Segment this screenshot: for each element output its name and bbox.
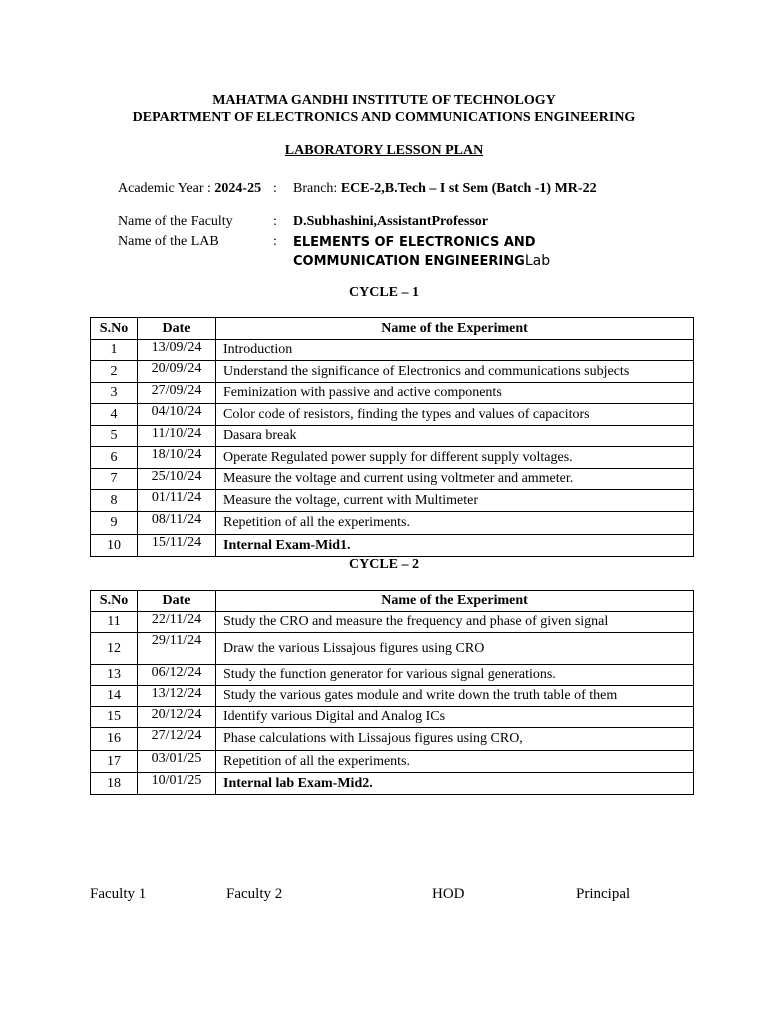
- table-row: [91, 361, 694, 383]
- row-date: 03/01/25: [138, 751, 216, 773]
- faculty-label: Name of the Faculty: [118, 214, 233, 229]
- cycle-1-table: [90, 317, 694, 557]
- row-date: 15/11/24: [138, 535, 216, 557]
- row-experiment: Phase calculations with Lissajous figures using CRO,: [216, 728, 694, 751]
- row-sno: 12: [91, 633, 138, 665]
- lab-colon: :: [273, 234, 277, 249]
- table-row: [91, 773, 694, 795]
- row-experiment: Operate Regulated power supply for different supply voltages.: [216, 447, 694, 469]
- row-sno: 18: [91, 773, 138, 795]
- table-row: [91, 707, 694, 728]
- table-row: [91, 426, 694, 447]
- row-date: 20/12/24: [138, 707, 216, 728]
- branch-value: ECE-2,B.Tech – I st Sem (Batch -1) MR-22: [340, 181, 597, 196]
- row-sno: 8: [91, 490, 138, 512]
- table-row: [91, 469, 694, 490]
- row-experiment: Dasara break: [216, 426, 694, 447]
- row-sno: 5: [91, 426, 138, 447]
- row-date: 13/12/24: [138, 686, 216, 707]
- branch-label: Branch:: [293, 181, 341, 196]
- table-header-row: [91, 591, 694, 612]
- row-sno: 2: [91, 361, 138, 383]
- row-sno: 4: [91, 404, 138, 426]
- row-sno: 9: [91, 512, 138, 535]
- table-row: [91, 535, 694, 557]
- table-row: [91, 512, 694, 535]
- table-header-row: [91, 318, 694, 340]
- signature-principal: Principal: [576, 886, 631, 902]
- column-header-sno: S.No: [91, 318, 138, 340]
- row-sno: 6: [91, 447, 138, 469]
- cycle-1-rows: [91, 340, 694, 557]
- row-date: 10/01/25: [138, 773, 216, 795]
- table-row: [91, 728, 694, 751]
- row-sno: 16: [91, 728, 138, 751]
- row-experiment: Color code of resistors, finding the types and values of capacitors: [216, 404, 694, 426]
- column-header-sno: S.No: [91, 591, 138, 612]
- faculty-value: D.Subhashini,AssistantProfessor: [293, 214, 489, 229]
- row-experiment: Feminization with passive and active components: [216, 383, 694, 404]
- faculty-colon: :: [273, 214, 277, 229]
- cycle-2-rows: [91, 612, 694, 795]
- row-experiment: Repetition of all the experiments.: [216, 512, 694, 535]
- academic-year-value: 2024-25: [214, 181, 262, 196]
- row-sno: 1: [91, 340, 138, 361]
- row-experiment: Study the various gates module and write down the truth table of them: [216, 686, 694, 707]
- branch: [293, 181, 597, 197]
- academic-year: [118, 181, 268, 197]
- row-date: 11/10/24: [138, 426, 216, 447]
- row-experiment: Draw the various Lissajous figures using CRO: [216, 633, 694, 665]
- cycle-1-title: CYCLE – 1: [348, 285, 419, 300]
- row-experiment: Study the function generator for various signal generations.: [216, 665, 694, 686]
- table-row: [91, 665, 694, 686]
- row-experiment: Measure the voltage, current with Multimeter: [216, 490, 694, 512]
- signature-faculty-1: Faculty 1: [90, 886, 147, 902]
- row-experiment: Identify various Digital and Analog ICs: [216, 707, 694, 728]
- department-name: DEPARTMENT OF ELECTRONICS AND COMMUNICATIONS ENGINEERING: [132, 110, 636, 125]
- row-date: 06/12/24: [138, 665, 216, 686]
- row-date: 27/09/24: [138, 383, 216, 404]
- row-experiment: Internal Exam-Mid1.: [216, 535, 694, 557]
- lab-name: [293, 234, 613, 271]
- table-row: [91, 751, 694, 773]
- row-date: 22/11/24: [138, 612, 216, 633]
- academic-year-label: Academic Year :: [118, 181, 215, 196]
- row-experiment: Measure the voltage and current using voltmeter and ammeter.: [216, 469, 694, 490]
- table-row: [91, 383, 694, 404]
- cycle-2-title: CYCLE – 2: [348, 557, 419, 572]
- row-date: 08/11/24: [138, 512, 216, 535]
- table-row: [91, 686, 694, 707]
- row-date: 18/10/24: [138, 447, 216, 469]
- table-row: [91, 612, 694, 633]
- lab-name-suffix: Lab: [524, 253, 551, 269]
- column-header-date: Date: [138, 318, 216, 340]
- table-row: [91, 340, 694, 361]
- row-date: 13/09/24: [138, 340, 216, 361]
- table-row: [91, 447, 694, 469]
- row-sno: 10: [91, 535, 138, 557]
- cycle-2-table: [90, 590, 694, 795]
- signature-hod: HOD: [432, 886, 465, 902]
- lab-name-value: ELEMENTS OF ELECTRONICS AND COMMUNICATION ENGINEERING: [293, 235, 536, 269]
- column-header-date: Date: [138, 591, 216, 612]
- row-date: 25/10/24: [138, 469, 216, 490]
- row-experiment: Internal lab Exam-Mid2.: [216, 773, 694, 795]
- row-date: 29/11/24: [138, 633, 216, 665]
- table-row: [91, 490, 694, 512]
- table-row: [91, 633, 694, 665]
- academic-year-colon: :: [273, 181, 277, 196]
- row-experiment: Understand the significance of Electronics and communications subjects: [216, 361, 694, 383]
- row-date: 27/12/24: [138, 728, 216, 751]
- row-date: 04/10/24: [138, 404, 216, 426]
- row-sno: 3: [91, 383, 138, 404]
- row-experiment: Repetition of all the experiments.: [216, 751, 694, 773]
- column-header-experiment: Name of the Experiment: [216, 591, 694, 612]
- row-date: 01/11/24: [138, 490, 216, 512]
- document-title: LABORATORY LESSON PLAN: [284, 143, 484, 158]
- lab-label: Name of the LAB: [118, 234, 219, 249]
- row-date: 20/09/24: [138, 361, 216, 383]
- row-sno: 11: [91, 612, 138, 633]
- row-sno: 7: [91, 469, 138, 490]
- row-experiment: Study the CRO and measure the frequency and phase of given signal: [216, 612, 694, 633]
- signature-faculty-2: Faculty 2: [226, 886, 283, 902]
- table-row: [91, 404, 694, 426]
- row-sno: 13: [91, 665, 138, 686]
- institute-name: MAHATMA GANDHI INSTITUTE OF TECHNOLOGY: [212, 93, 556, 108]
- row-sno: 15: [91, 707, 138, 728]
- row-sno: 14: [91, 686, 138, 707]
- row-experiment: Introduction: [216, 340, 694, 361]
- row-sno: 17: [91, 751, 138, 773]
- column-header-experiment: Name of the Experiment: [216, 318, 694, 340]
